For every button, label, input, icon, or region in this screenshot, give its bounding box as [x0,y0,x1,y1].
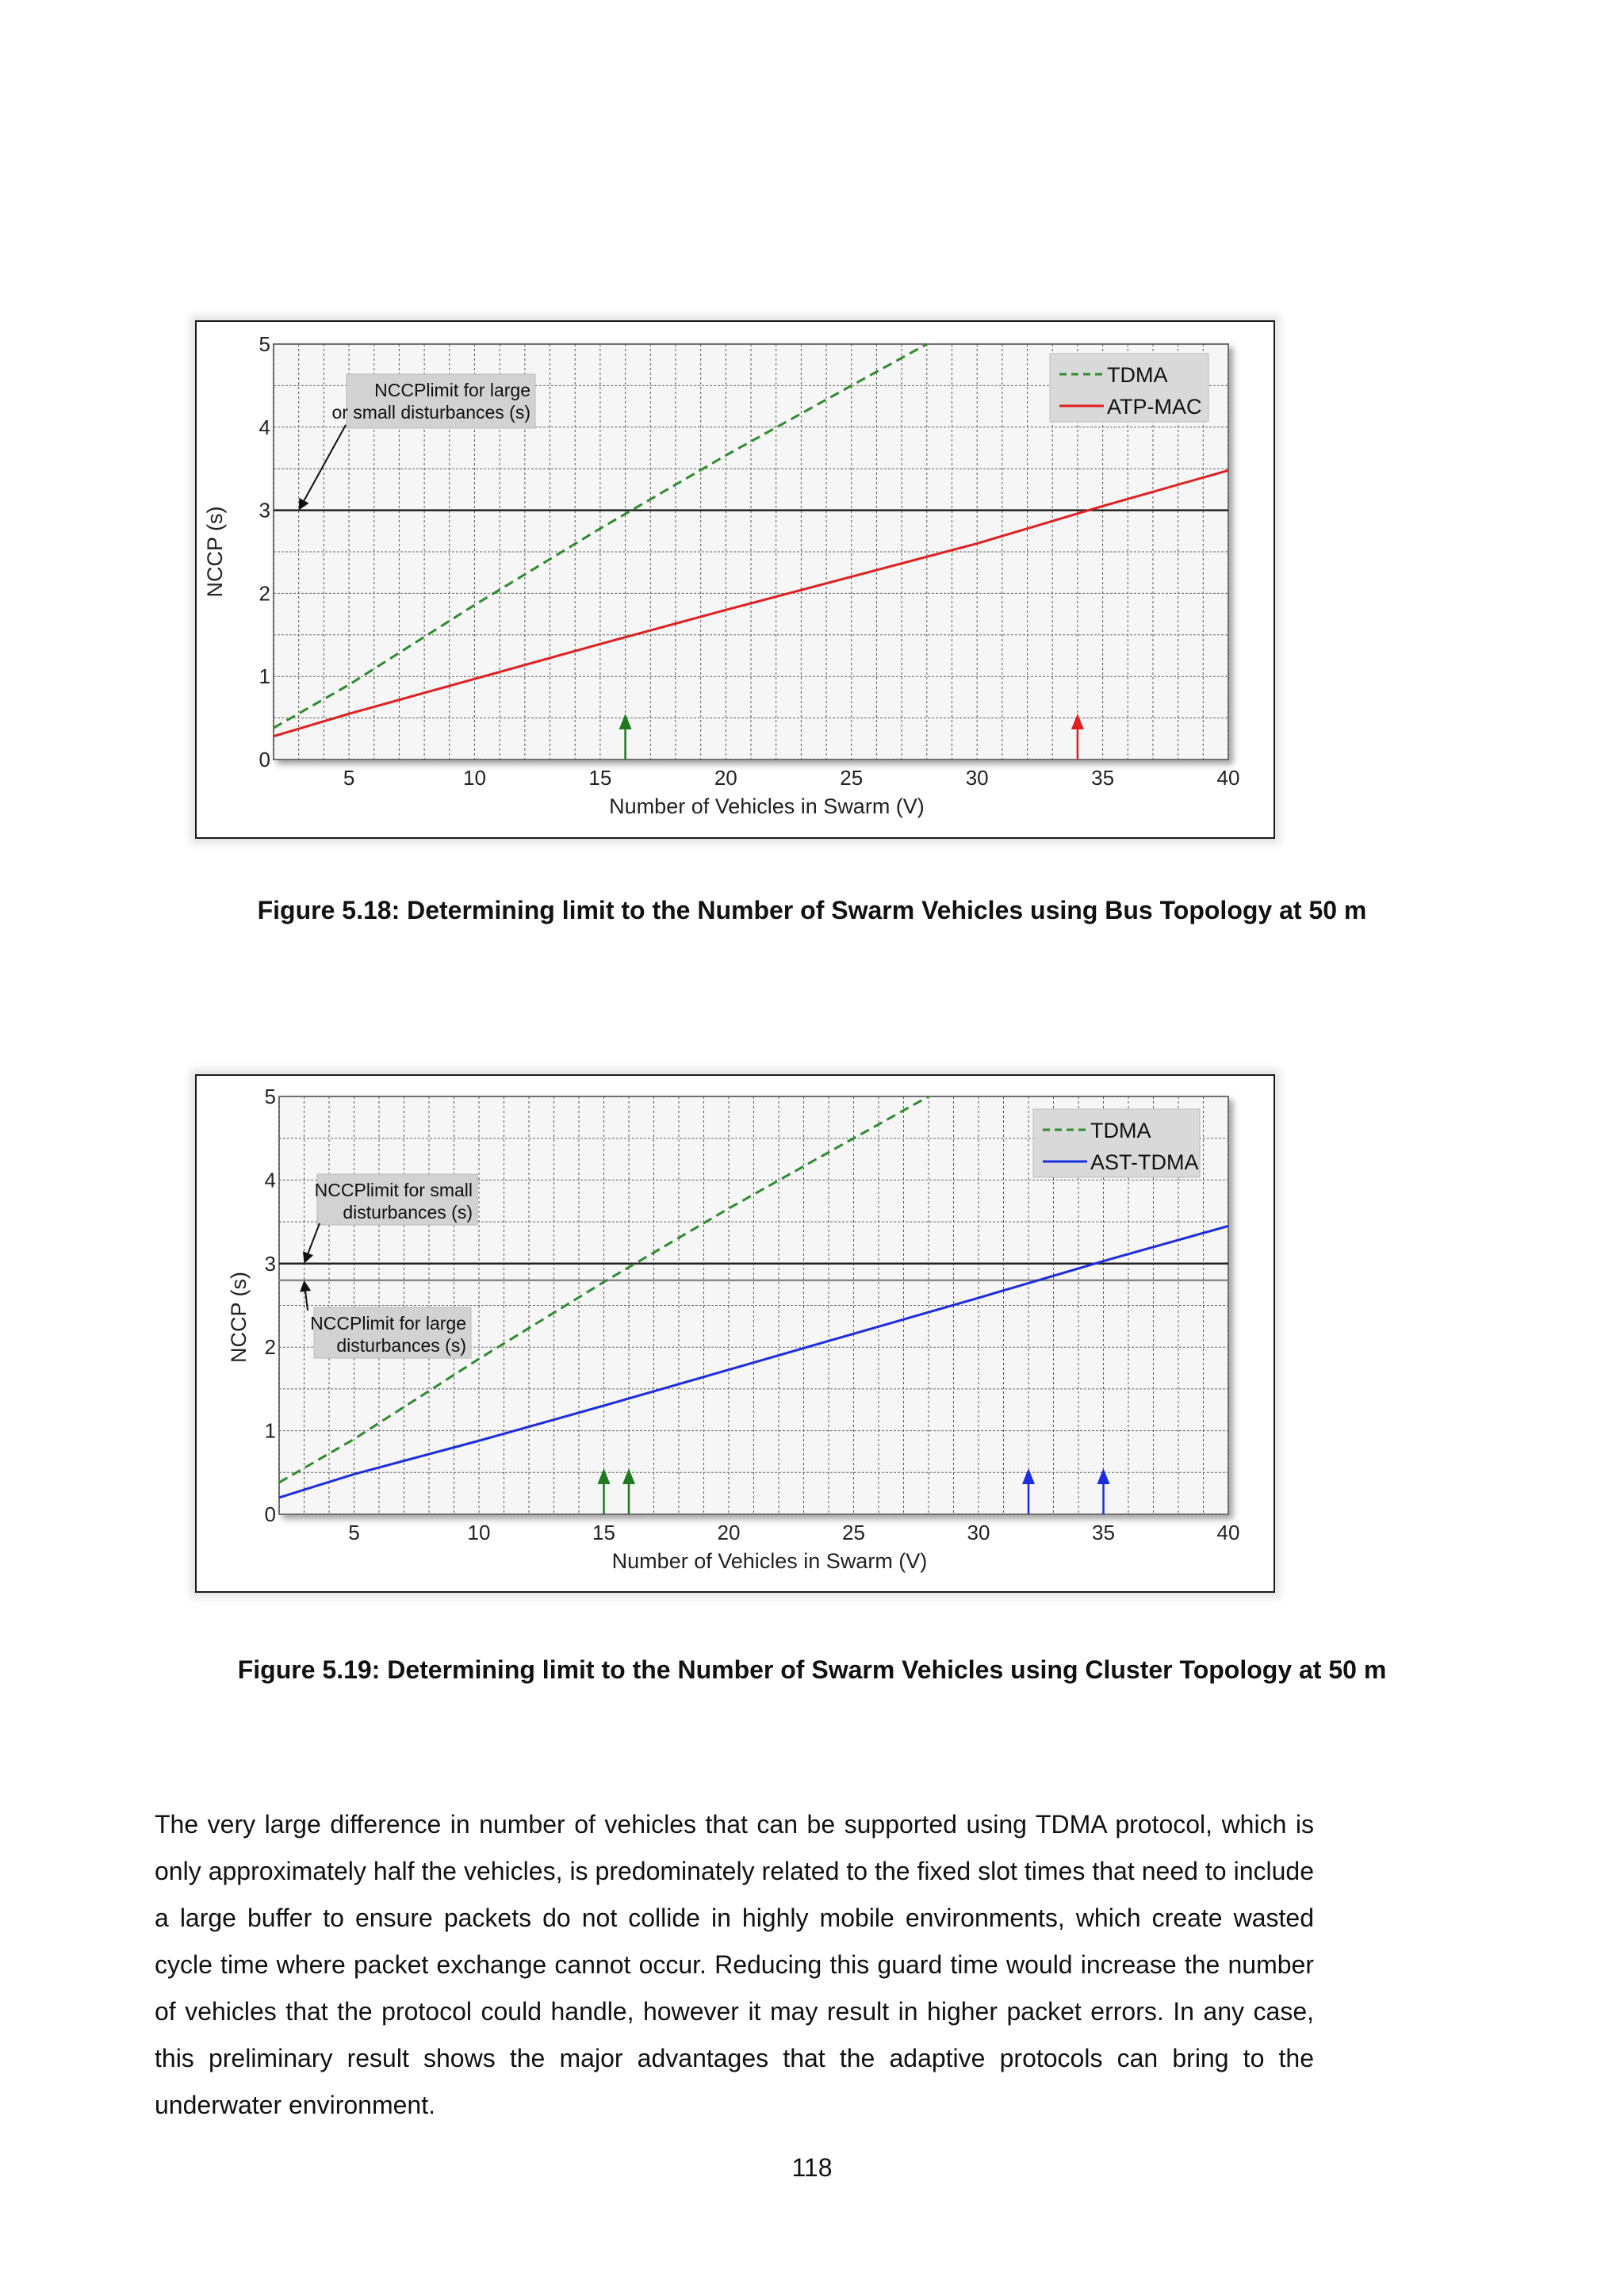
figure-5-18-caption: Figure 5.18: Determining limit to the Number of Swarm Vehicles using Bus Topology at 50 m [257,896,1367,924]
y-tick-label: 2 [264,1335,276,1360]
x-tick-label: 40 [1216,766,1240,790]
y-tick-label: 4 [259,415,270,439]
y-tick-label: 5 [259,332,270,356]
bus-topology-line-chart [197,322,1277,840]
x-tick-label: 35 [1091,766,1115,790]
x-tick-label: 15 [592,1521,615,1544]
annotation-text: NCCPlimit for large [374,380,530,400]
y-axis-label: NCCP (s) [203,506,227,598]
y-tick-label: 2 [259,581,270,606]
y-axis-label: NCCP (s) [227,1271,251,1364]
x-tick-label: 30 [965,766,989,790]
x-tick-label: 20 [717,1521,741,1544]
annotation-text: or small disturbances (s) [331,402,530,423]
y-tick-label: 5 [264,1085,276,1108]
figure-5-19-caption: Figure 5.19: Determining limit to the Number of Swarm Vehicles using Cluster Topology at 50 m [237,1655,1387,1684]
cluster-topology-line-chart [197,1076,1277,1594]
x-tick-label: 25 [842,1521,865,1544]
y-tick-label: 3 [259,498,270,522]
y-tick-label: 4 [264,1168,276,1192]
x-tick-label: 35 [1092,1521,1115,1544]
x-tick-label: 20 [714,766,737,790]
y-tick-label: 0 [264,1502,276,1526]
x-tick-label: 30 [967,1521,990,1544]
annotation-text: NCCPlimit for small [314,1180,473,1200]
annotation-text: disturbances (s) [336,1335,466,1356]
annotation-text: disturbances (s) [343,1202,473,1223]
legend-label: TDMA [1107,363,1168,387]
y-tick-label: 0 [259,748,270,771]
x-tick-label: 40 [1216,1521,1240,1544]
x-axis-label: Number of Vehicles in Swarm (V) [611,1549,928,1573]
y-tick-label: 1 [264,1418,276,1443]
y-tick-label: 1 [259,664,270,689]
figure-5-18-chart [195,320,1275,839]
x-tick-label: 5 [348,1521,360,1544]
figure-5-19-chart [195,1074,1275,1593]
x-axis-label: Number of Vehicles in Swarm (V) [609,794,925,818]
legend-label: TDMA [1090,1119,1151,1142]
page-number: 118 [791,2153,833,2182]
x-tick-label: 15 [588,766,612,790]
body-paragraph: The very large difference in number of vehicles that can be supported using TDMA protocol, which is only approximately half the vehicles, is predominately related to the fixed slot times that need to include a large buffer to ensure packets do not collide in highly mobile environments, which create wasted cycle time where packet exchange cannot occur. Reducing this guard time would increase the number of vehicles that the protocol could handle, however it may result in higher packet errors. In any case, this preliminary result shows the major advantages that the adaptive protocols can bring to the underwater environment. [155,1810,1314,2119]
legend-label: ATP-MAC [1107,395,1202,419]
y-tick-label: 3 [264,1251,276,1276]
x-tick-label: 10 [467,1521,491,1544]
legend-label: AST-TDMA [1090,1150,1199,1174]
x-tick-label: 25 [840,766,864,790]
x-tick-label: 5 [343,766,355,790]
annotation-text: NCCPlimit for large [310,1313,466,1334]
x-tick-label: 10 [463,766,486,790]
